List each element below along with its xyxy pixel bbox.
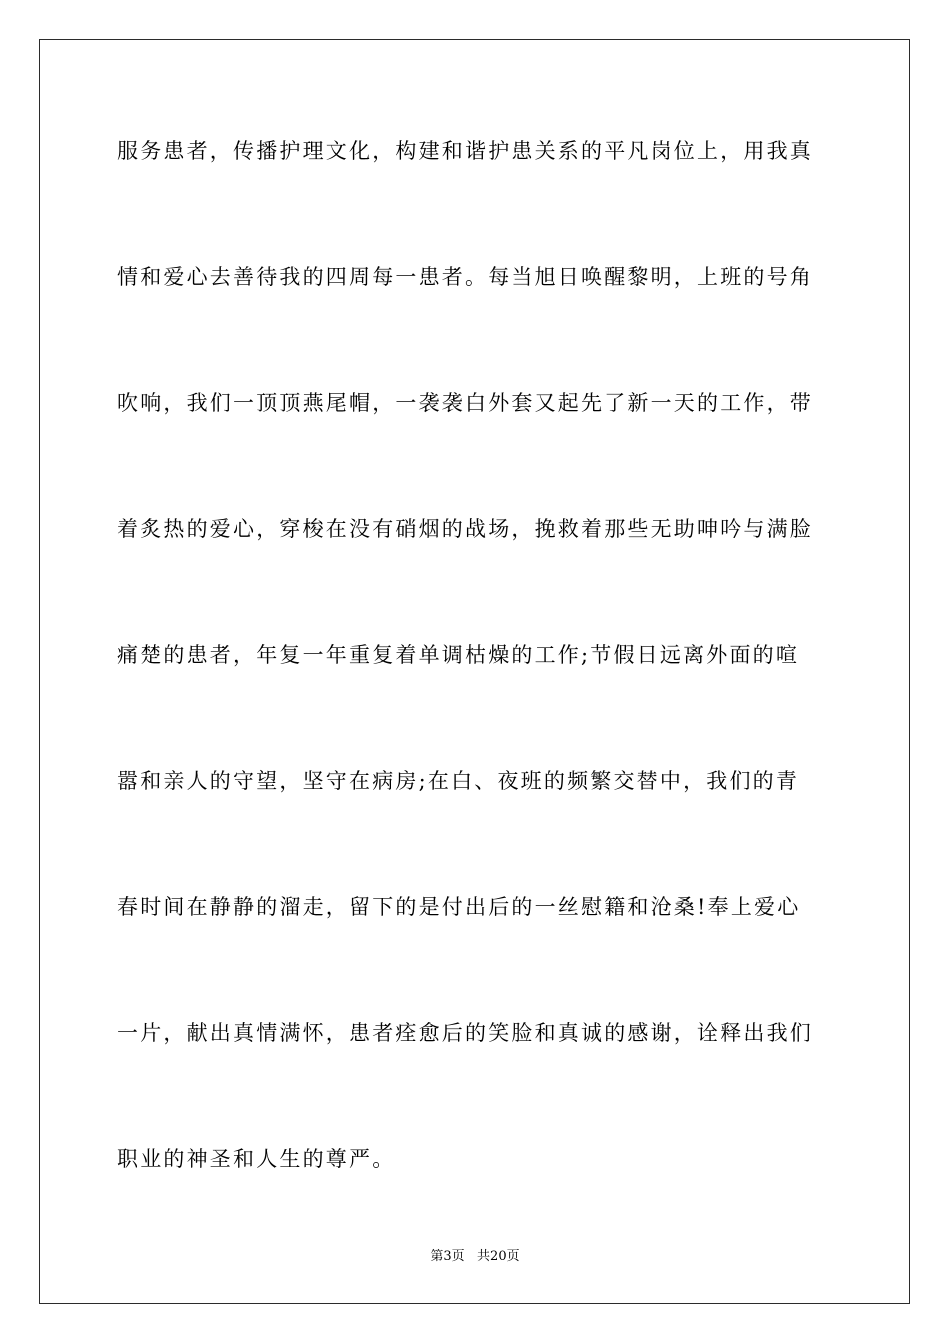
text-line: 春时间在静静的溜走，留下的是付出后的一丝慰籍和沧桑!奉上爱心 [117,895,801,919]
text-line: 职业的神圣和人生的尊严。 [117,1147,396,1171]
page-number-footer: 第3页 共20页 [430,1249,520,1264]
text-line: 吹响，我们一顶顶燕尾帽，一袭袭白外套又起先了新一天的工作，带 [117,391,813,415]
text-line: 一片，献出真情满怀，患者痊愈后的笑脸和真诚的感谢，诠释出我们 [117,1021,813,1045]
text-line: 嚣和亲人的守望，坚守在病房;在白、夜班的频繁交替中，我们的青 [117,769,800,793]
text-line: 服务患者，传播护理文化，构建和谐护患关系的平凡岗位上，用我真 [117,139,813,163]
text-line: 情和爱心去善待我的四周每一患者。每当旭日唤醒黎明，上班的号角 [117,265,813,289]
text-line: 痛楚的患者，年复一年重复着单调枯燥的工作;节假日远离外面的喧 [117,643,800,667]
body-text [117,124,833,1258]
text-line: 着炙热的爱心，穿梭在没有硝烟的战场，挽救着那些无助呻吟与满脸 [117,517,813,541]
